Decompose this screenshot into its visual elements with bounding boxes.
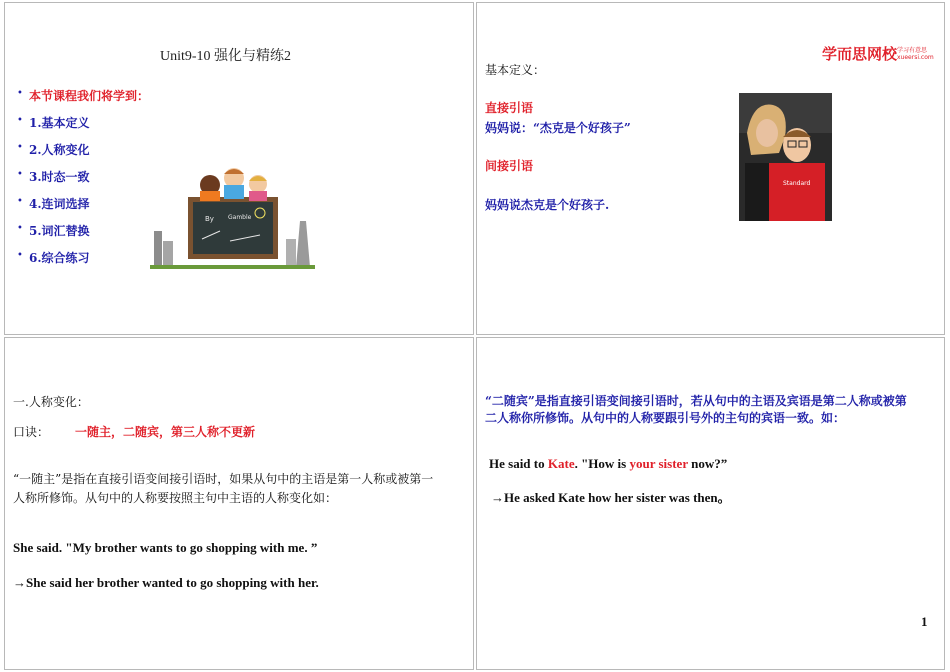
slide-3 <box>4 337 474 670</box>
example-text: now?” <box>687 456 728 471</box>
direct-example: 妈妈说：“杰克是个好孩子” <box>485 121 631 135</box>
slide-2 <box>476 2 945 335</box>
list-item: 6.综合练习 <box>29 251 90 265</box>
intro-text: 本节课程我们将学到： <box>29 89 150 103</box>
list-item: 5.词汇替换 <box>29 224 90 238</box>
highlight-name: Kate <box>547 456 575 471</box>
svg-text:Gamble: Gamble <box>228 214 252 221</box>
kids-chalkboard-illustration <box>150 161 315 271</box>
bullet-icon: • <box>17 142 23 153</box>
page-number: 1 <box>921 614 928 629</box>
explanation-paragraph: “一随主”是指在直接引语变间接引语时，如果从句中的主语是第一人称或被第一人称所修饰。从句中的人称要按照主句中主语的人称变化如： <box>13 472 434 505</box>
indirect-example: 妈妈说杰克是个好孩子. <box>485 198 610 212</box>
example-text: He said to <box>489 456 548 471</box>
svg-text:By: By <box>205 215 214 223</box>
slide-1 <box>4 2 474 335</box>
bullet-icon: • <box>17 88 23 99</box>
svg-text:Standard: Standard <box>783 180 811 187</box>
logo-subtext: 学习有意思 <box>897 47 928 54</box>
section-heading: 一.人称变化： <box>13 395 89 409</box>
direct-label: 直接引语 <box>485 101 534 115</box>
logo-url: xueersi.com <box>897 54 934 61</box>
mnemonic-text: 一随主，二随宾，第三人称不更新 <box>75 425 256 439</box>
highlight-possessive: your sister <box>629 456 688 471</box>
example-indirect: →She said her brother wanted to go shopping with her. <box>13 575 319 590</box>
bullet-icon: • <box>17 169 23 180</box>
explanation-paragraph: “二随宾”是指直接引语变间接引语时，若从句中的主语及宾语是第二人称或被第二人称你所修饰。从句中的人称要跟引号外的主句的宾语一致。如： <box>485 394 907 425</box>
list-item: 2.人称变化 <box>29 143 90 157</box>
slide-title: Unit9-10 强化与精练2 <box>160 49 292 64</box>
section-heading: 基本定义： <box>485 63 546 77</box>
list-item: 4.连词选择 <box>29 197 90 211</box>
example-indirect: →He asked Kate how her sister was then。 <box>491 490 731 505</box>
indirect-label: 间接引语 <box>485 159 534 173</box>
bullet-icon: • <box>17 223 23 234</box>
example-text: . "How is <box>574 456 630 471</box>
slide-4 <box>476 337 945 670</box>
example-direct: She said. "My brother wants to go shopping with me. ” <box>13 540 318 555</box>
list-item: 3.时态一致 <box>29 170 90 184</box>
list-item: 1.基本定义 <box>29 116 90 130</box>
bullet-icon: • <box>17 250 23 261</box>
mother-son-photo <box>739 93 832 221</box>
bullet-icon: • <box>17 196 23 207</box>
bullet-icon: • <box>17 115 23 126</box>
logo-text: 学而思网校 <box>822 45 898 63</box>
example-direct <box>489 456 727 472</box>
mnemonic-label: 口诀： <box>13 425 50 439</box>
